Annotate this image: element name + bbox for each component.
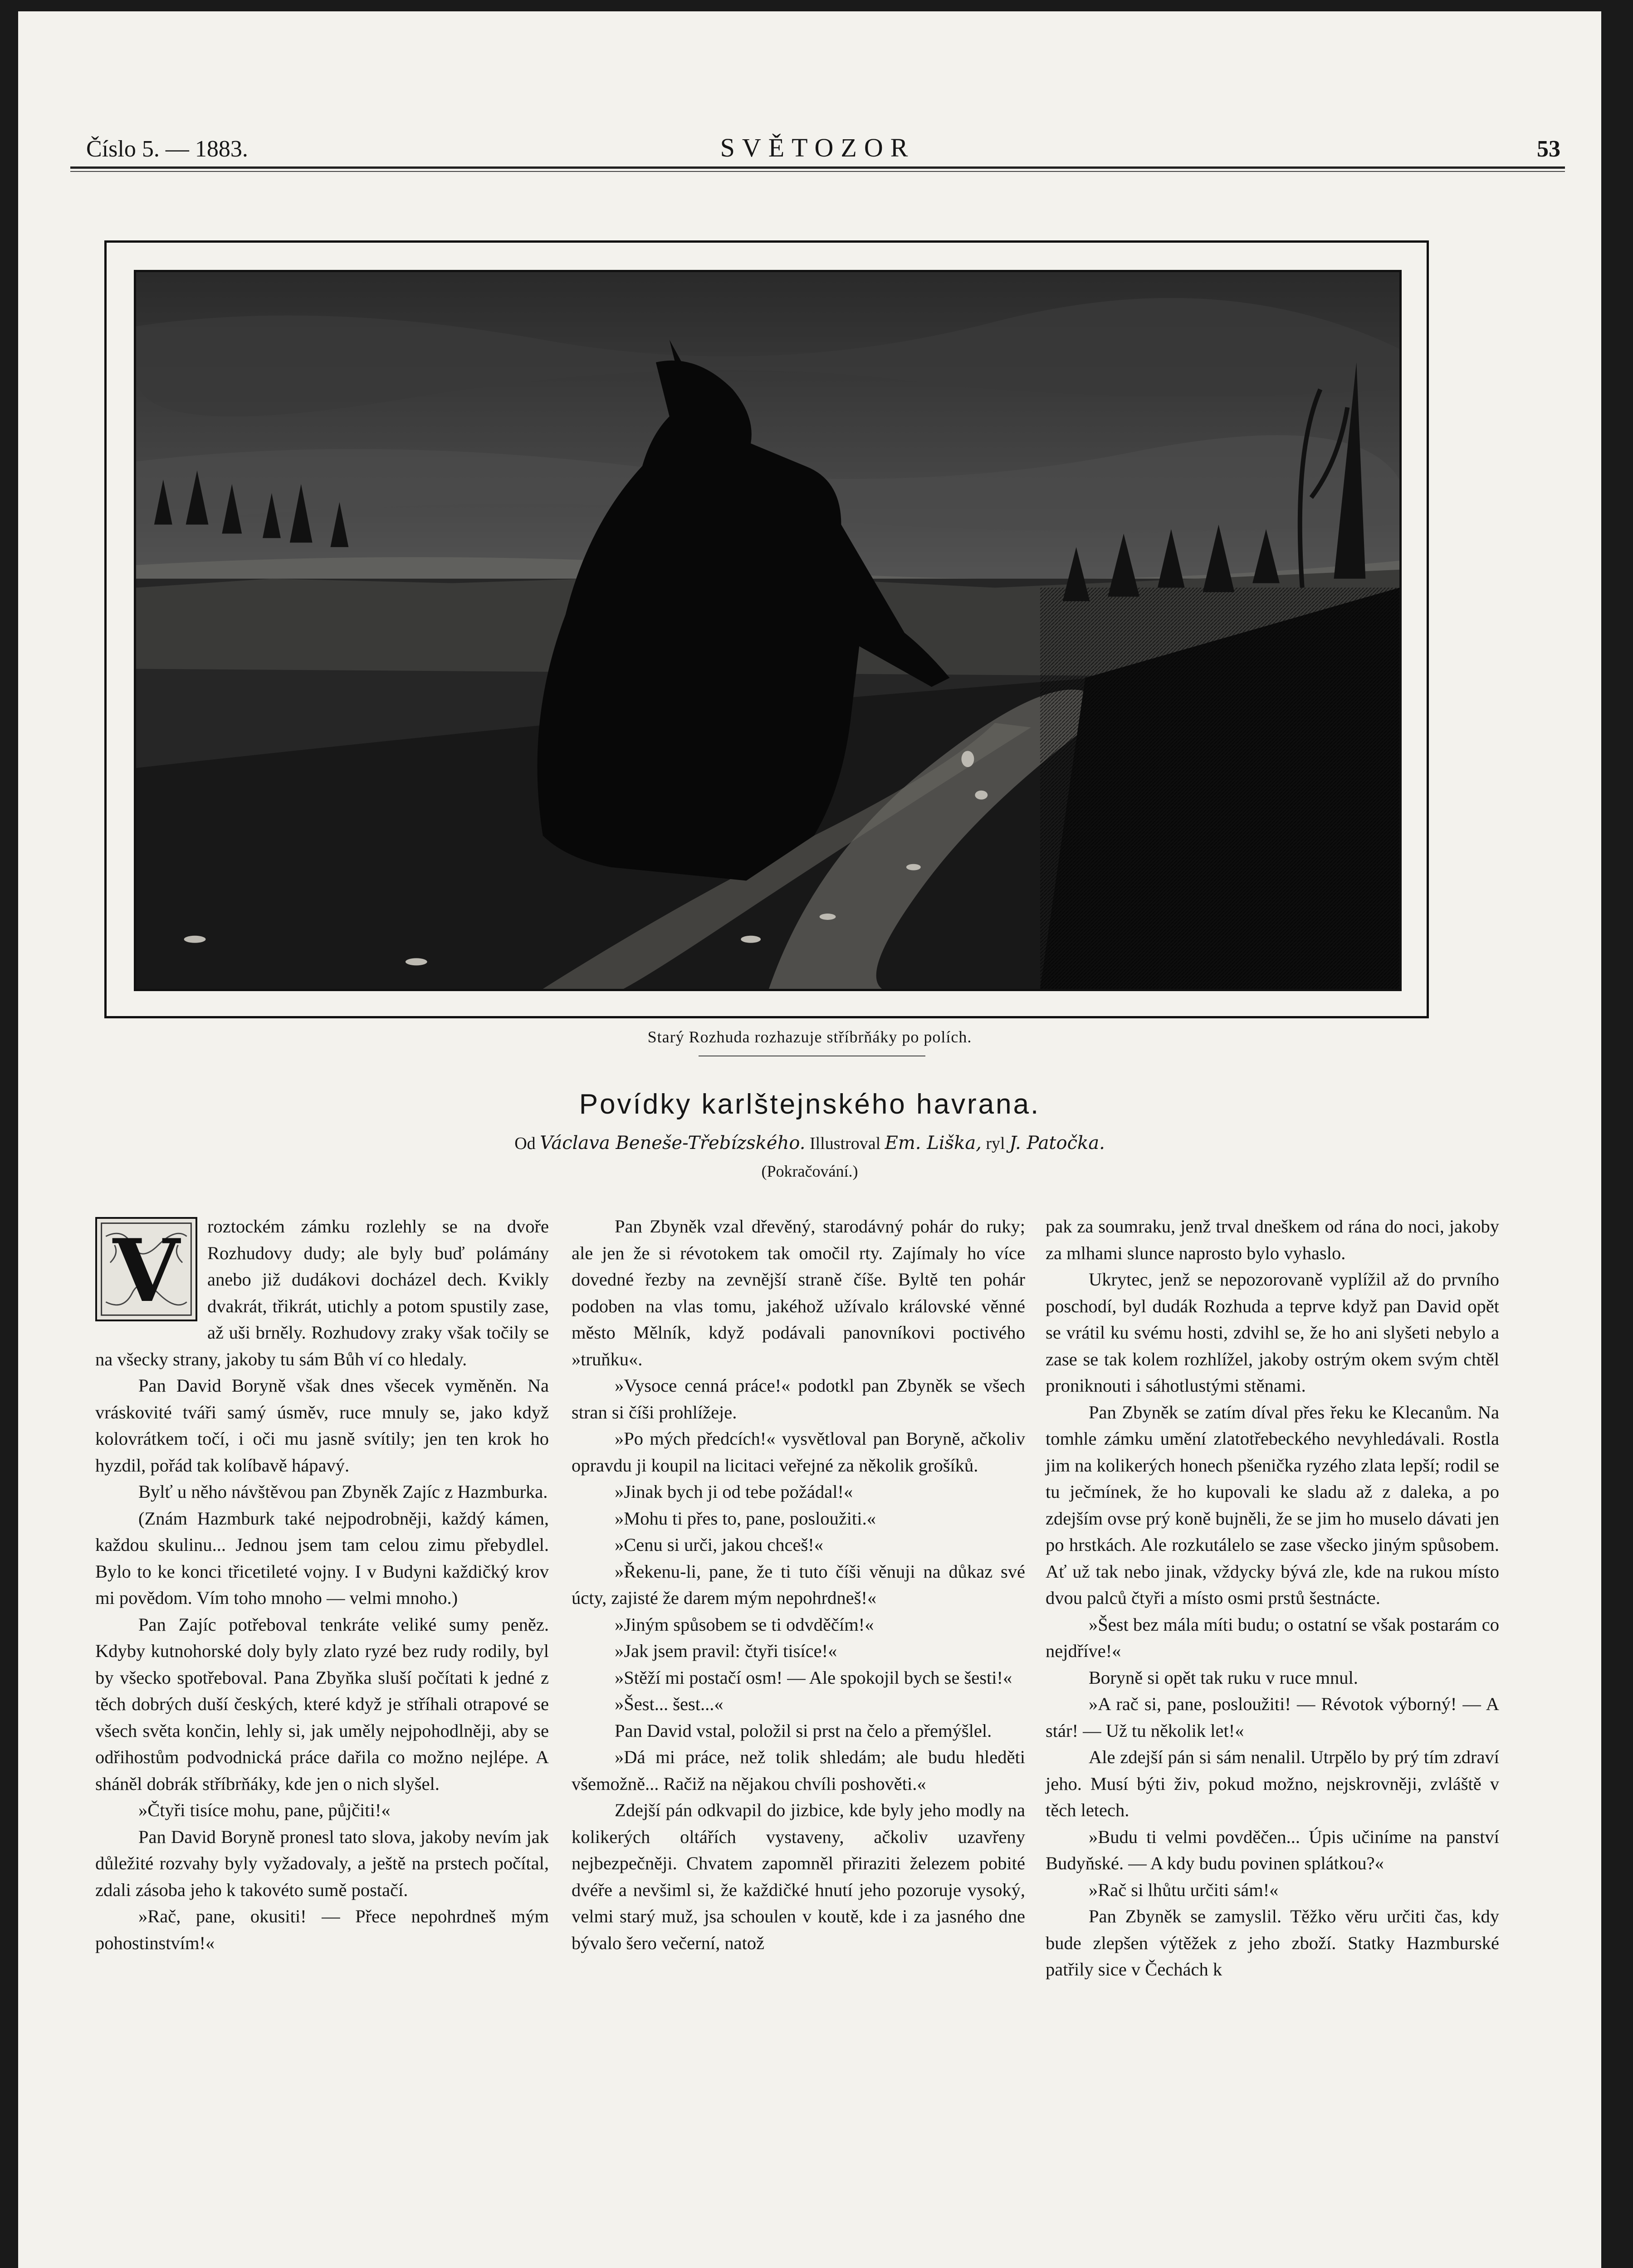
paragraph: »Mohu ti přes to, pane, posloužiti.« <box>615 1508 876 1529</box>
paragraph: Bylť u něho návštěvou pan Zbyněk Zajíc z Hazmburka. <box>138 1481 548 1502</box>
paragraph: Pan Zbyněk vzal dřevěný, starodávný pohár do ruky; ale jen že si révotokem tak omočil rty. Zajímaly ho více dovedné řezby na zevnější straně číše. Byltě ten pohár podoben na vlas tomu, jakéhož užívalo královské věnné město Mělník, když podávali panovníkovi poctivého »truňku«. <box>572 1216 1025 1369</box>
illustration-caption: Starý Rozhuda rozhazuje stříbrňáky po polích. <box>647 1028 972 1046</box>
header-rule <box>70 166 1565 169</box>
paragraph: pak za soumraku, jenž trval dneškem od rána do noci, jakoby za mlhami slunce naprosto bylo vyhaslo. <box>1046 1216 1499 1263</box>
byline-prefix: Od <box>514 1134 536 1153</box>
paragraph: »Rač, pane, okusiti! — Přece nepohrdneš mým pohostinstvím!« <box>95 1906 549 1953</box>
journal-title: SVĚTOZOR <box>720 133 915 162</box>
paragraph: »Po mých předcích!« vysvětloval pan Boryně, ačkoliv opravdu ji koupil na licitaci veřejné za několik grošíků. <box>572 1428 1025 1476</box>
paragraph: »Cenu si urči, jakou chceš!« <box>615 1535 823 1555</box>
paragraph: »Jak jsem pravil: čtyři tisíce!« <box>615 1641 837 1661</box>
author-name: Václava Beneše-Třebízského. <box>540 1133 806 1154</box>
paragraph: »Šest... šest...« <box>615 1694 724 1714</box>
page-number: 53 <box>1537 136 1560 162</box>
text-column-1 <box>95 1213 549 1956</box>
header-rule-thin <box>70 171 1565 172</box>
text-column-2 <box>572 1213 1025 1956</box>
newspaper-page <box>18 11 1601 2268</box>
engraved-label: ryl <box>986 1134 1005 1153</box>
issue-number: Číslo 5. — 1883. <box>86 136 248 162</box>
paragraph: »Dá mi práce, než tolik shledám; ale budu hleděti všemožně... Račiž na nějakou chvíli poshověti.« <box>572 1747 1025 1794</box>
paragraph: Pan Zajíc potřeboval tenkráte veliké sumy peněz. Kdyby kutnohorské doly byly zlato ryzé bez rudy rodily, byl by všecko spotřeboval. Pana Zbyňka sluší počítati k jedné z těch dobrých duší českých, které když je stříhali otrapové se všech světa končin, lehly si, jak uměly nejpohodlněji, aby se odřihostům podvodnická práce dařila co možno nejlépe. A sháněl dobrák stříbrňáky, kde jen o nich slyšel. <box>95 1614 549 1794</box>
paragraph: »Rač si lhůtu určiti sám!« <box>1089 1879 1279 1900</box>
paragraph: »Jiným spůsobem se ti odvděčím!« <box>615 1614 874 1635</box>
paragraph: Boryně si opět tak ruku v ruce mnul. <box>1089 1667 1358 1688</box>
paragraph: »Čtyři tisíce mohu, pane, půjčiti!« <box>138 1800 391 1820</box>
engraving-scene <box>136 272 1399 989</box>
paragraph: (Znám Hazmburk také nejpodrobněji, každý kámen, každou skulinu... Jednou jsem tam celou zimu přebydlel. Bylo to ke konci třicetileté vojny. I v Budyni každičký krov mi povědom. Vím toho mnoho — velmi mnoho.) <box>95 1508 549 1608</box>
article-heading <box>18 1086 1601 1185</box>
paragraph: Pan David Boryně pronesl tato slova, jakoby nevím jak důležité rozvahy byly vyžadovaly, a ještě na prstech počítal, zdali zásoba jeho k takovéto sumě postačí. <box>95 1826 549 1900</box>
paragraph: Ale zdejší pán si sám nenalil. Utrpělo by prý tím zdraví jeho. Musí býti živ, pokud možno, nejskrovněji, zvláště v těch letech. <box>1046 1747 1499 1820</box>
paragraph: Zdejší pán odkvapil do jizbice, kde byly jeho modly na kolikerých oltářích vystaveny, ačkoliv uzavřeny nejbezpečněji. Chvatem zapomněl přiraziti železem pobité dvéře a nevšiml si, že každičké hnutí jeho pozoruje vysoký, velmi starý muž, jsa schoulen v koutě, kde i za jasného dne bývalo šero večerní, natož <box>572 1800 1025 1953</box>
paragraph: Pan David vstal, položil si prst na čelo a přemýšlel. <box>615 1720 992 1741</box>
paragraph: »A rač si, pane, posloužiti! — Révotok výborný! — A stár! — Už tu několik let!« <box>1046 1694 1499 1741</box>
paragraph: »Stěží mi postačí osm! — Ale spokojil bych se šesti!« <box>615 1667 1012 1688</box>
illustrated-label: Illustroval <box>809 1134 881 1153</box>
text-column-3 <box>1046 1213 1499 1983</box>
article-title: Povídky karlštejnského havrana. <box>579 1089 1041 1120</box>
paragraph: Pan Zbyněk se zamyslil. Těžko věru určiti čas, kdy bude zlepšen výtěžek z jeho zboží. Statky Hazmburské patřily sice v Čechách k <box>1046 1906 1499 1980</box>
continuation-note: (Pokračování.) <box>761 1162 858 1180</box>
drop-cap-letter: V <box>112 1220 180 1321</box>
paragraph: Pan David Boryně však dnes všecek vyměněn. Na vráskovité tváři samý úsměv, ruce mnuly se, jako když kolovrátkem točí, i oči mu jasně svítily; jen ten krok ho hyzdil, pořád tak kolíbavě hápavý. <box>95 1375 549 1476</box>
engraving-illustration <box>134 270 1402 991</box>
paragraph: »Řekenu-li, pane, že ti tuto číši věnuji na důkaz své úcty, zajisté že darem mým nepohrdneš!« <box>572 1561 1025 1608</box>
article-byline <box>18 1129 1601 1158</box>
engraver-name: J. Patočka. <box>1009 1133 1105 1154</box>
illustrator-name: Em. Liška, <box>885 1133 982 1154</box>
paragraph: »Budu ti velmi povděčen... Úpis učiníme na panství Budyňské. — A kdy budu povinen splátkou?« <box>1046 1826 1499 1873</box>
paragraph: »Šest bez mála míti budu; o ostatní se však postarám co nejdříve!« <box>1046 1614 1499 1661</box>
drop-cap-initial <box>95 1217 197 1321</box>
paragraph: »Vysoce cenná práce!« podotkl pan Zbyněk se všech stran si číši prohlížeje. <box>572 1375 1025 1422</box>
paragraph: Ukrytec, jenž se nepozorovaně vyplížil až do prvního poschodí, byl dudák Rozhuda a teprve když pan David opět se vrátil ku svému hosti, zdvihl se, že ho ani slyšeti nebylo a zase se tak kolem rozhlížel, jakoby ostrým okem svým chtěl proniknouti i sáhotlustými stěnami. <box>1046 1269 1499 1396</box>
paragraph: »Jinak bych ji od tebe požádal!« <box>615 1481 853 1502</box>
paragraph: roztockém zámku rozlehly se na dvoře Rozhudovy dudy; ale byly buď polámány anebo již dudákovi docházel dech. Kvikly dvakrát, třikrát, utichly a potom spustily zase, až uši brněly. Rozhudovy zraky však točily se na všecky strany, jakoby tu sám Bůh ví co hledaly. <box>95 1216 549 1369</box>
paragraph: Pan Zbyněk se zatím díval přes řeku ke Klecanům. Na tomhle zámku umění zlatotřebeckého nevyhledávali. Rostla jim na kolikerých honech pšenička ryzého zlata lepší; rodil se tu ječmínek, že ho kupovali ke sladu až z daleka, a po zdejším ovse prý koně bujněli, že se jim ho muselo dávati jen po hrstkách. Ale rozkutálelo se zase všecko jiným spůsobem. Ať už tak nebo jinak, vždycky bývá zle, kde na rukou místo dvou palců čtyři a místo osmi prstů šestnácte. <box>1046 1402 1499 1608</box>
